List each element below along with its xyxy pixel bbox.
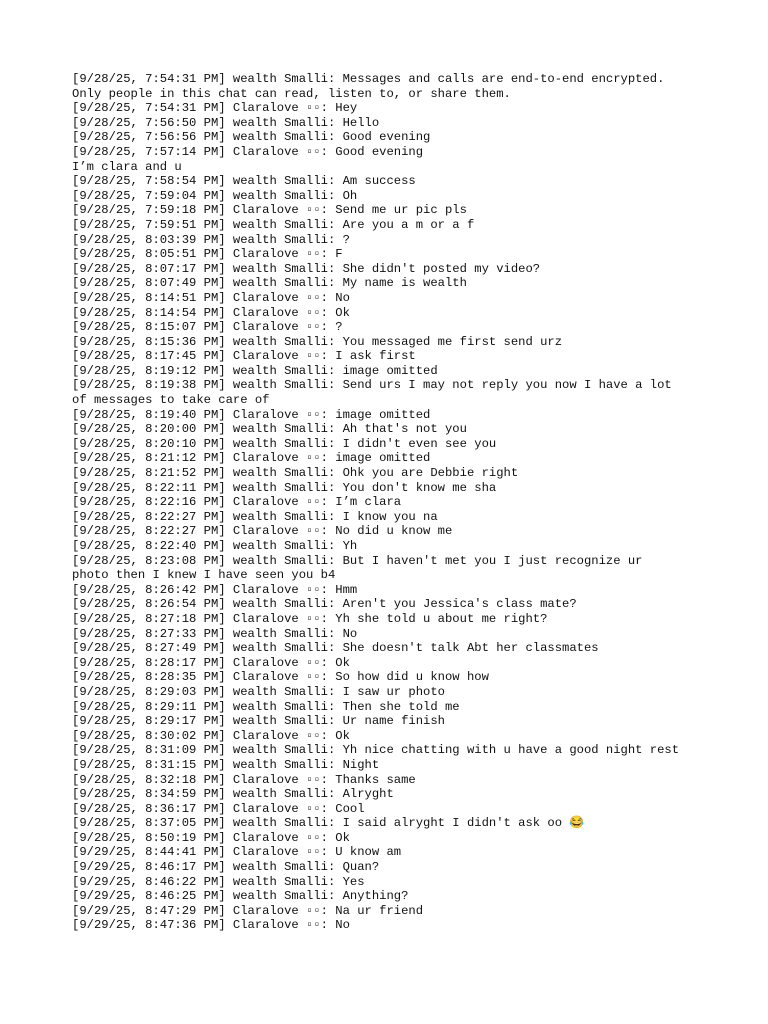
transcript-line: [9/29/25, 8:46:22 PM] wealth Smalli: Yes (72, 874, 365, 889)
transcript-line: [9/28/25, 8:29:11 PM] wealth Smalli: Then she told me (72, 699, 460, 714)
transcript-line: [9/28/25, 8:27:18 PM] Claralove ▫▫: Yh she told u about me right? (72, 611, 548, 626)
transcript-line: [9/28/25, 8:34:59 PM] wealth Smalli: Alryght (72, 787, 394, 802)
transcript-line: [9/29/25, 8:46:17 PM] wealth Smalli: Quan? (72, 860, 380, 875)
transcript-line: [9/28/25, 8:20:00 PM] wealth Smalli: Ah that's not you (72, 422, 467, 437)
transcript-line: [9/28/25, 7:54:31 PM] Claralove ▫▫: Hey (72, 101, 358, 116)
transcript-line: [9/28/25, 8:22:27 PM] wealth Smalli: I know you na (72, 509, 438, 524)
transcript-line: [9/28/25, 8:30:02 PM] Claralove ▫▫: Ok (72, 728, 350, 743)
transcript-line: [9/28/25, 7:59:51 PM] wealth Smalli: Are you a m or a f (72, 217, 475, 232)
transcript-line: [9/28/25, 8:26:42 PM] Claralove ▫▫: Hmm (72, 582, 358, 597)
transcript-line: [9/28/25, 7:59:18 PM] Claralove ▫▫: Send me ur pic pls (72, 203, 467, 218)
transcript-line: [9/28/25, 7:56:56 PM] wealth Smalli: Good evening (72, 130, 431, 145)
transcript-line: I’m clara and u (72, 159, 182, 174)
transcript-line: [9/28/25, 8:19:38 PM] wealth Smalli: Send urs I may not reply you now I have a lot (72, 378, 672, 393)
transcript-line: [9/28/25, 8:21:12 PM] Claralove ▫▫: image omitted (72, 451, 431, 466)
transcript-line: [9/28/25, 8:31:15 PM] wealth Smalli: Night (72, 757, 380, 772)
transcript-line: [9/29/25, 8:47:36 PM] Claralove ▫▫: No (72, 918, 350, 933)
transcript-line: [9/29/25, 8:44:41 PM] Claralove ▫▫: U know am (72, 845, 402, 860)
transcript-line: [9/28/25, 8:36:17 PM] Claralove ▫▫: Cool (72, 801, 365, 816)
transcript-line: [9/28/25, 8:20:10 PM] wealth Smalli: I didn't even see you (72, 436, 497, 451)
transcript-line: [9/28/25, 8:37:05 PM] wealth Smalli: I said alryght I didn't ask oo 😂 (72, 816, 585, 831)
transcript-line: [9/28/25, 7:54:31 PM] wealth Smalli: Messages and calls are end-to-end encrypted. (72, 72, 665, 86)
transcript-line: photo then I knew I have seen you b4 (72, 568, 336, 583)
transcript-line: [9/28/25, 8:14:54 PM] Claralove ▫▫: Ok (72, 305, 350, 320)
transcript-line: [9/28/25, 7:56:50 PM] wealth Smalli: Hello (72, 115, 380, 130)
transcript-line: [9/29/25, 8:47:29 PM] Claralove ▫▫: Na ur friend (72, 903, 424, 918)
transcript-line: [9/28/25, 8:26:54 PM] wealth Smalli: Aren't you Jessica's class mate? (72, 597, 577, 612)
transcript-line: [9/28/25, 8:19:40 PM] Claralove ▫▫: image omitted (72, 407, 431, 422)
transcript-line: [9/28/25, 8:07:49 PM] wealth Smalli: My name is wealth (72, 276, 467, 291)
transcript-line: Only people in this chat can read, listen to, or share them. (72, 86, 511, 101)
transcript-line: [9/28/25, 8:05:51 PM] Claralove ▫▫: F (72, 247, 343, 262)
transcript-line: [9/28/25, 8:27:49 PM] wealth Smalli: She doesn't talk Abt her classmates (72, 641, 599, 656)
transcript-line: [9/28/25, 8:22:11 PM] wealth Smalli: You don't know me sha (72, 480, 497, 495)
transcript-line: [9/28/25, 8:19:12 PM] wealth Smalli: image omitted (72, 363, 438, 378)
transcript-line: [9/28/25, 8:17:45 PM] Claralove ▫▫: I ask first (72, 349, 416, 364)
transcript-line: of messages to take care of (72, 393, 270, 408)
transcript-line: [9/28/25, 8:32:18 PM] Claralove ▫▫: Thanks same (72, 772, 416, 787)
transcript-line: [9/28/25, 8:07:17 PM] wealth Smalli: She didn't posted my video? (72, 261, 541, 276)
transcript-line: [9/28/25, 8:14:51 PM] Claralove ▫▫: No (72, 290, 350, 305)
transcript-line: [9/28/25, 8:15:36 PM] wealth Smalli: You messaged me first send urz (72, 334, 563, 349)
transcript-line: [9/28/25, 8:28:17 PM] Claralove ▫▫: Ok (72, 655, 350, 670)
transcript-line: [9/28/25, 8:22:16 PM] Claralove ▫▫: I’m clara (72, 495, 402, 510)
transcript-line: [9/28/25, 8:50:19 PM] Claralove ▫▫: Ok (72, 830, 350, 845)
transcript-line: [9/28/25, 8:28:35 PM] Claralove ▫▫: So how did u know how (72, 670, 489, 685)
transcript-line: [9/28/25, 8:27:33 PM] wealth Smalli: No (72, 626, 358, 641)
transcript-line: [9/28/25, 8:22:40 PM] wealth Smalli: Yh (72, 539, 358, 553)
chat-transcript (72, 72, 712, 933)
transcript-line: [9/28/25, 7:58:54 PM] wealth Smalli: Am success (72, 174, 416, 189)
transcript-line: [9/28/25, 8:22:27 PM] Claralove ▫▫: No did u know me (72, 524, 453, 539)
transcript-line: [9/28/25, 8:31:09 PM] wealth Smalli: Yh nice chatting with u have a good night rest (72, 743, 680, 758)
transcript-line: [9/28/25, 8:23:08 PM] wealth Smalli: But I haven't met you I just recognize ur (72, 553, 643, 568)
transcript-line: [9/28/25, 8:29:17 PM] wealth Smalli: Ur name finish (72, 714, 445, 729)
transcript-line: [9/28/25, 8:29:03 PM] wealth Smalli: I saw ur photo (72, 684, 445, 699)
transcript-line: [9/28/25, 8:15:07 PM] Claralove ▫▫: ? (72, 320, 343, 335)
transcript-line: [9/28/25, 7:59:04 PM] wealth Smalli: Oh (72, 188, 358, 203)
transcript-line: [9/28/25, 8:03:39 PM] wealth Smalli: ? (72, 232, 350, 247)
transcript-line: [9/29/25, 8:46:25 PM] wealth Smalli: Anything? (72, 889, 409, 904)
transcript-line: [9/28/25, 8:21:52 PM] wealth Smalli: Ohk you are Debbie right (72, 466, 519, 481)
transcript-line: [9/28/25, 7:57:14 PM] Claralove ▫▫: Good evening (72, 144, 424, 159)
